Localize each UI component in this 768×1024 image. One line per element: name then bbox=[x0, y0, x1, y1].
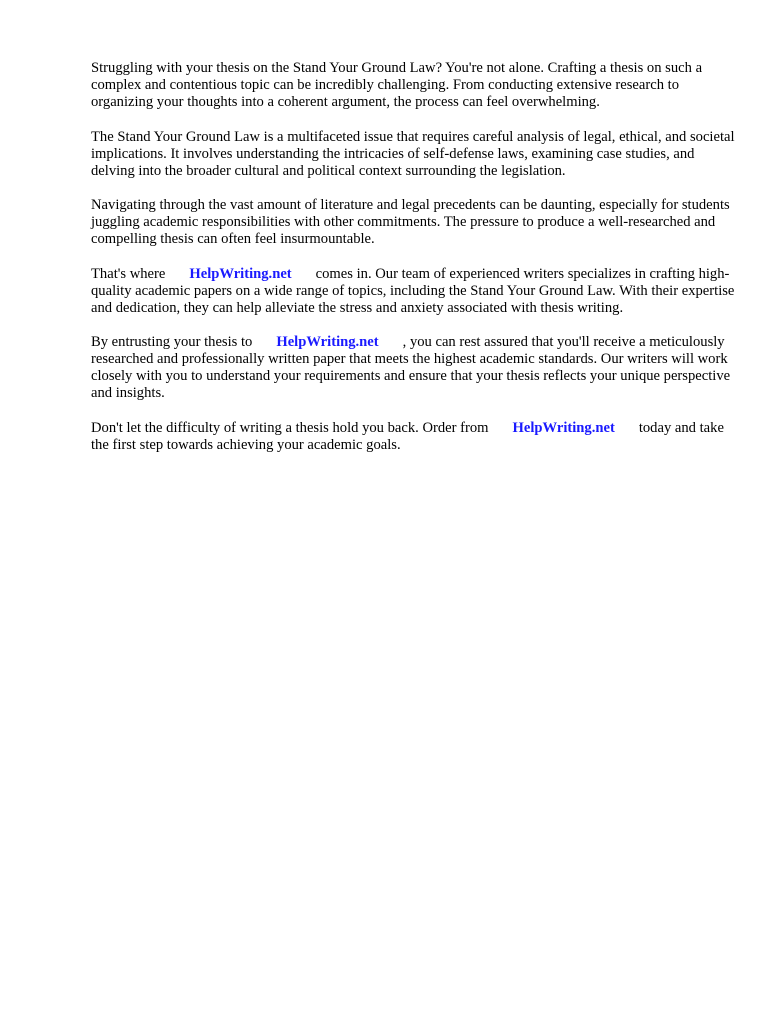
paragraph-assurance bbox=[91, 334, 741, 402]
paragraph-text: By entrusting your thesis to bbox=[91, 334, 253, 350]
document-body bbox=[91, 60, 741, 471]
paragraph-text: That's where bbox=[91, 265, 166, 282]
paragraph-call-to-action bbox=[91, 420, 741, 454]
helpwriting-link[interactable]: HelpWriting.net bbox=[512, 419, 615, 436]
paragraph-service-intro bbox=[91, 266, 741, 317]
paragraph-law-overview: The Stand Your Ground Law is a multifaceted issue that requires careful analysis of legal, ethical, and societal implications. It involves understanding the intricacies of self-defense laws, examining case studies, and delving into the broader cultural and political context surrounding the legislation. bbox=[91, 128, 735, 179]
paragraph-text: comes in. Our team of experienced writers specializes in crafting high-quality academic papers on a wide range of topics, including the Stand Your Ground Law. With their expertise and dedication, they can help alleviate the stress and anxiety associated with thesis writing. bbox=[91, 265, 735, 316]
paragraph-text: today and take the first step towards achieving your academic goals. bbox=[91, 419, 724, 453]
paragraph-challenges: Navigating through the vast amount of literature and legal precedents can be daunting, especially for students juggling academic responsibilities with other commitments. The pressure to produce a well-researched and compelling thesis can often feel insurmountable. bbox=[91, 197, 730, 247]
helpwriting-link[interactable]: HelpWriting.net bbox=[189, 265, 292, 282]
paragraph-intro: Struggling with your thesis on the Stand Your Ground Law? You're not alone. Crafting a thesis on such a complex and contentious topic can be incredibly challenging. From conducting extensive research to organizing your thoughts into a coherent argument, the process can feel overwhelming. bbox=[91, 60, 703, 110]
paragraph-text: , you can rest assured that you'll receive a meticulously researched and professionally written paper that meets the highest academic standards. Our writers will work closely with you to understand your requirements and ensure that your thesis reflects your unique perspective and insights. bbox=[91, 334, 731, 401]
paragraph-text: Don't let the difficulty of writing a thesis hold you back. Order from bbox=[91, 419, 489, 436]
helpwriting-link[interactable]: HelpWriting.net bbox=[276, 334, 379, 350]
